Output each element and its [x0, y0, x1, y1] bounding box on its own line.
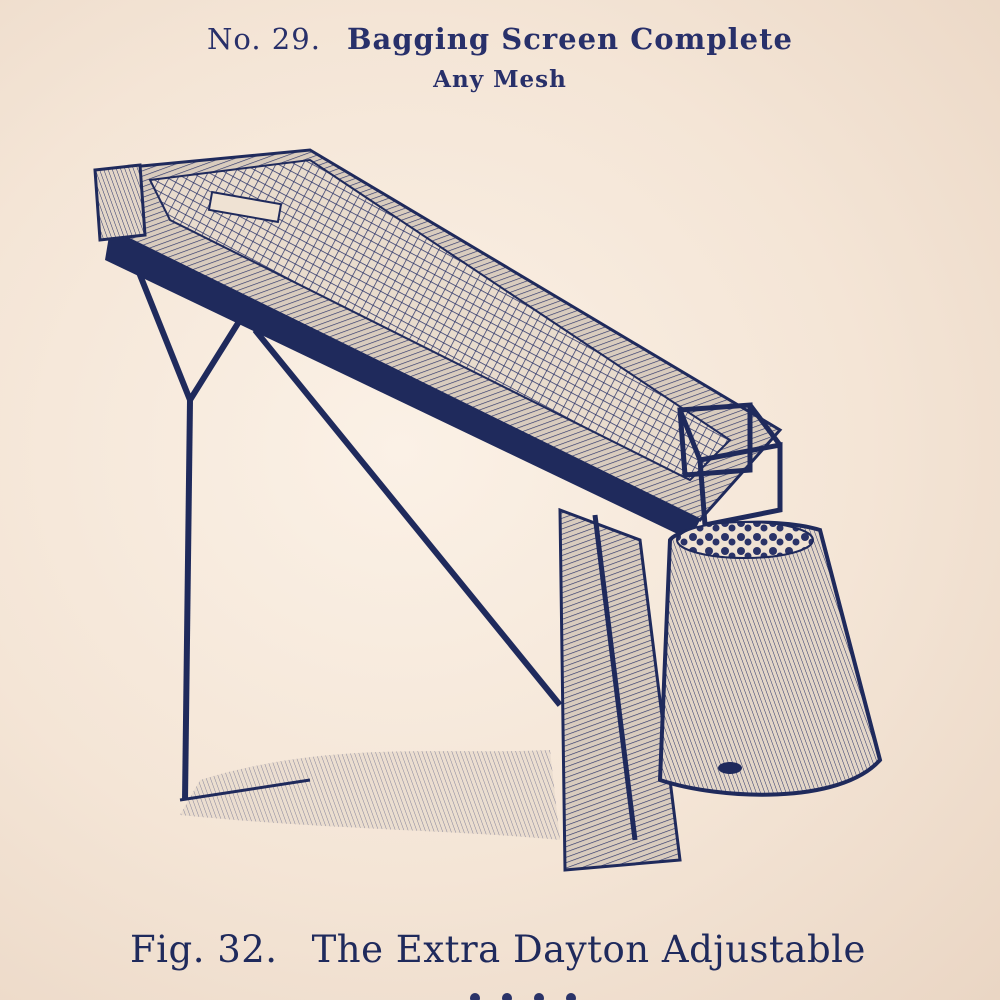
bagging-screen-illustration — [80, 140, 920, 900]
bag-contents — [677, 522, 813, 558]
cut-off-text-fragment — [470, 988, 600, 1000]
ore-bag — [660, 523, 880, 795]
item-subtitle: Any Mesh — [433, 66, 567, 93]
page-heading — [0, 22, 1000, 56]
tray-end — [95, 165, 145, 240]
figure-label: Fig. 32. — [130, 928, 278, 971]
figure-caption — [130, 928, 866, 971]
item-number: No. 29. — [207, 22, 321, 56]
item-title: Bagging Screen Complete — [346, 22, 793, 56]
figure-caption-text: The Extra Dayton Adjustable — [311, 928, 866, 971]
ground-shadow — [180, 750, 560, 840]
